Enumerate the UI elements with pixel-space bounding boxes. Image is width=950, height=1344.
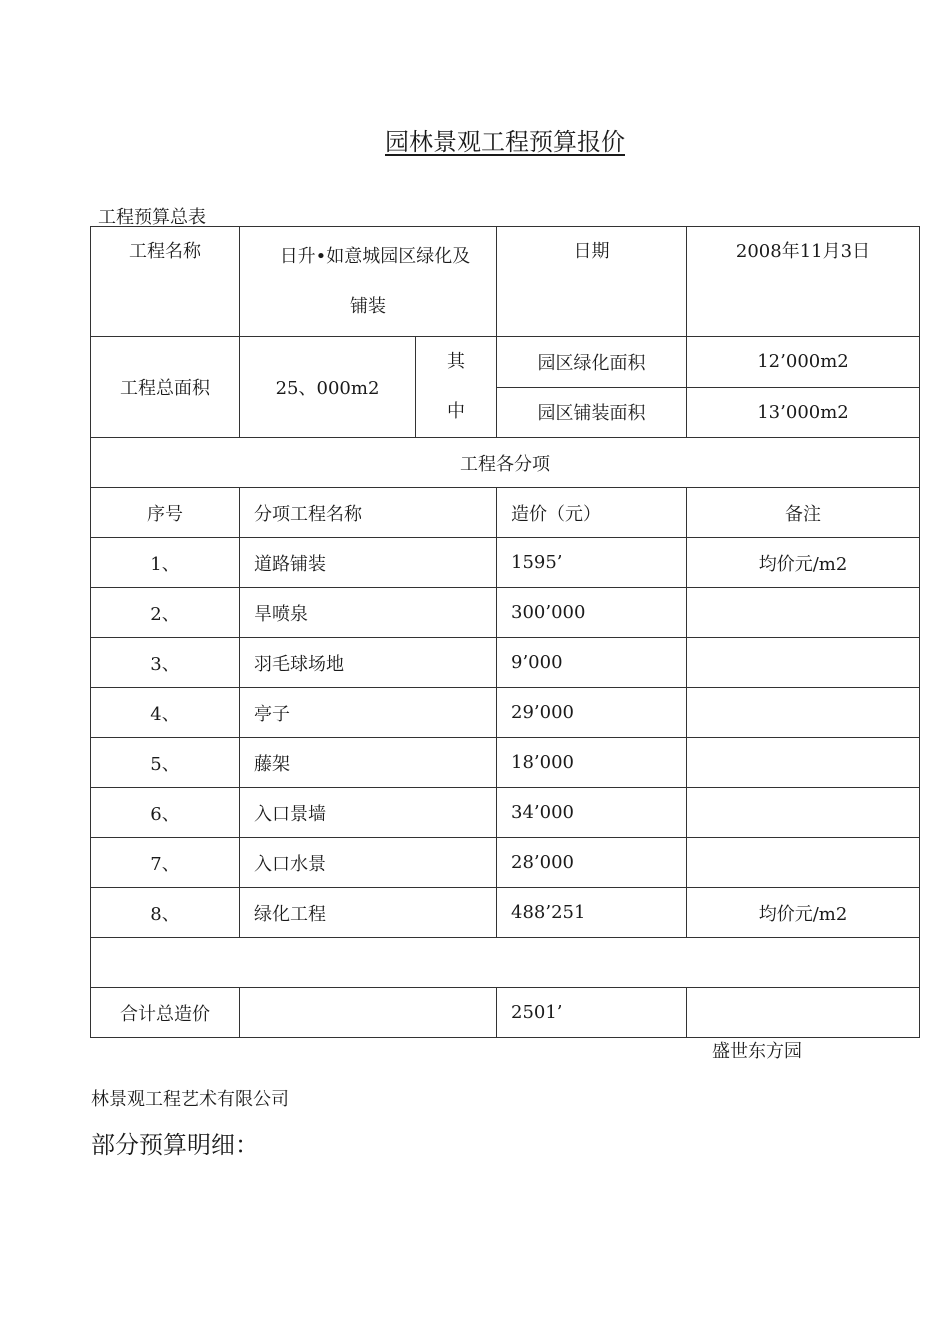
header-cost: 造价（元） [497,488,687,538]
item-note [687,588,920,638]
document-title: 园林景观工程预算报价 [385,128,625,156]
items-heading: 工程各分项 [91,438,920,488]
table-row [91,738,920,788]
item-name: 亭子 [240,688,497,738]
paving-area-value: 13’000m2 [687,387,920,438]
table-row [91,688,920,738]
item-name: 入口景墙 [240,788,497,838]
item-name: 旱喷泉 [240,588,497,638]
item-note: 均价元/m2 [687,888,920,938]
item-no: 8、 [91,888,240,938]
header-name: 分项工程名称 [240,488,497,538]
table-caption: 工程预算总表 [98,207,206,228]
item-name: 道路铺装 [240,538,497,588]
of-which-cell [416,337,497,438]
item-note [687,638,920,688]
section-heading: 部分预算明细： [91,1131,259,1159]
total-area-row [91,337,920,388]
date-value: 2008年11月3日 [687,227,920,337]
item-note [687,838,920,888]
total-cost: 2501’ [497,988,687,1038]
total-name [240,988,497,1038]
of-which-char-2: 中 [447,401,465,422]
green-area-value: 12’000m2 [687,337,920,388]
table-row [91,888,920,938]
company-name-line1: 盛世东方园 [712,1041,802,1062]
total-label: 合计总造价 [91,988,240,1038]
item-no: 3、 [91,638,240,688]
item-note [687,738,920,788]
item-note [687,788,920,838]
item-rows [91,538,920,938]
table-row [91,538,920,588]
item-cost: 9’000 [497,638,687,688]
items-heading-row [91,438,920,488]
total-area-value: 25、000m2 [240,337,416,438]
table-row [91,838,920,888]
project-name-value [240,227,497,337]
budget-summary-table [90,226,920,1038]
project-name-label: 工程名称 [91,227,240,337]
project-name-row [91,227,920,337]
total-note [687,988,920,1038]
table-row [91,588,920,638]
item-name: 羽毛球场地 [240,638,497,688]
item-no: 1、 [91,538,240,588]
blank-cell [91,938,920,988]
item-cost: 18’000 [497,738,687,788]
green-area-label: 园区绿化面积 [497,337,687,388]
item-no: 6、 [91,788,240,838]
item-cost: 1595’ [497,538,687,588]
item-name: 入口水景 [240,838,497,888]
item-name: 藤架 [240,738,497,788]
item-no: 4、 [91,688,240,738]
date-label: 日期 [497,227,687,337]
project-name-line2: 铺装 [350,295,386,317]
total-area-label: 工程总面积 [91,337,240,438]
item-cost: 28’000 [497,838,687,888]
items-header-row [91,488,920,538]
company-name-line2: 林景观工程艺术有限公司 [91,1089,289,1110]
blank-row [91,938,920,988]
header-no: 序号 [91,488,240,538]
item-cost: 29’000 [497,688,687,738]
item-note [687,688,920,738]
of-which-char-1: 其 [447,351,465,372]
item-name: 绿化工程 [240,888,497,938]
item-cost: 34’000 [497,788,687,838]
item-no: 5、 [91,738,240,788]
paving-area-label: 园区铺装面积 [497,387,687,438]
item-cost: 488’251 [497,888,687,938]
item-no: 2、 [91,588,240,638]
project-name-line1: 日升•如意城园区绿化及 [279,245,471,267]
total-row [91,988,920,1038]
table-row [91,788,920,838]
item-cost: 300’000 [497,588,687,638]
item-note: 均价元/m2 [687,538,920,588]
item-no: 7、 [91,838,240,888]
header-note: 备注 [687,488,920,538]
table-row [91,638,920,688]
